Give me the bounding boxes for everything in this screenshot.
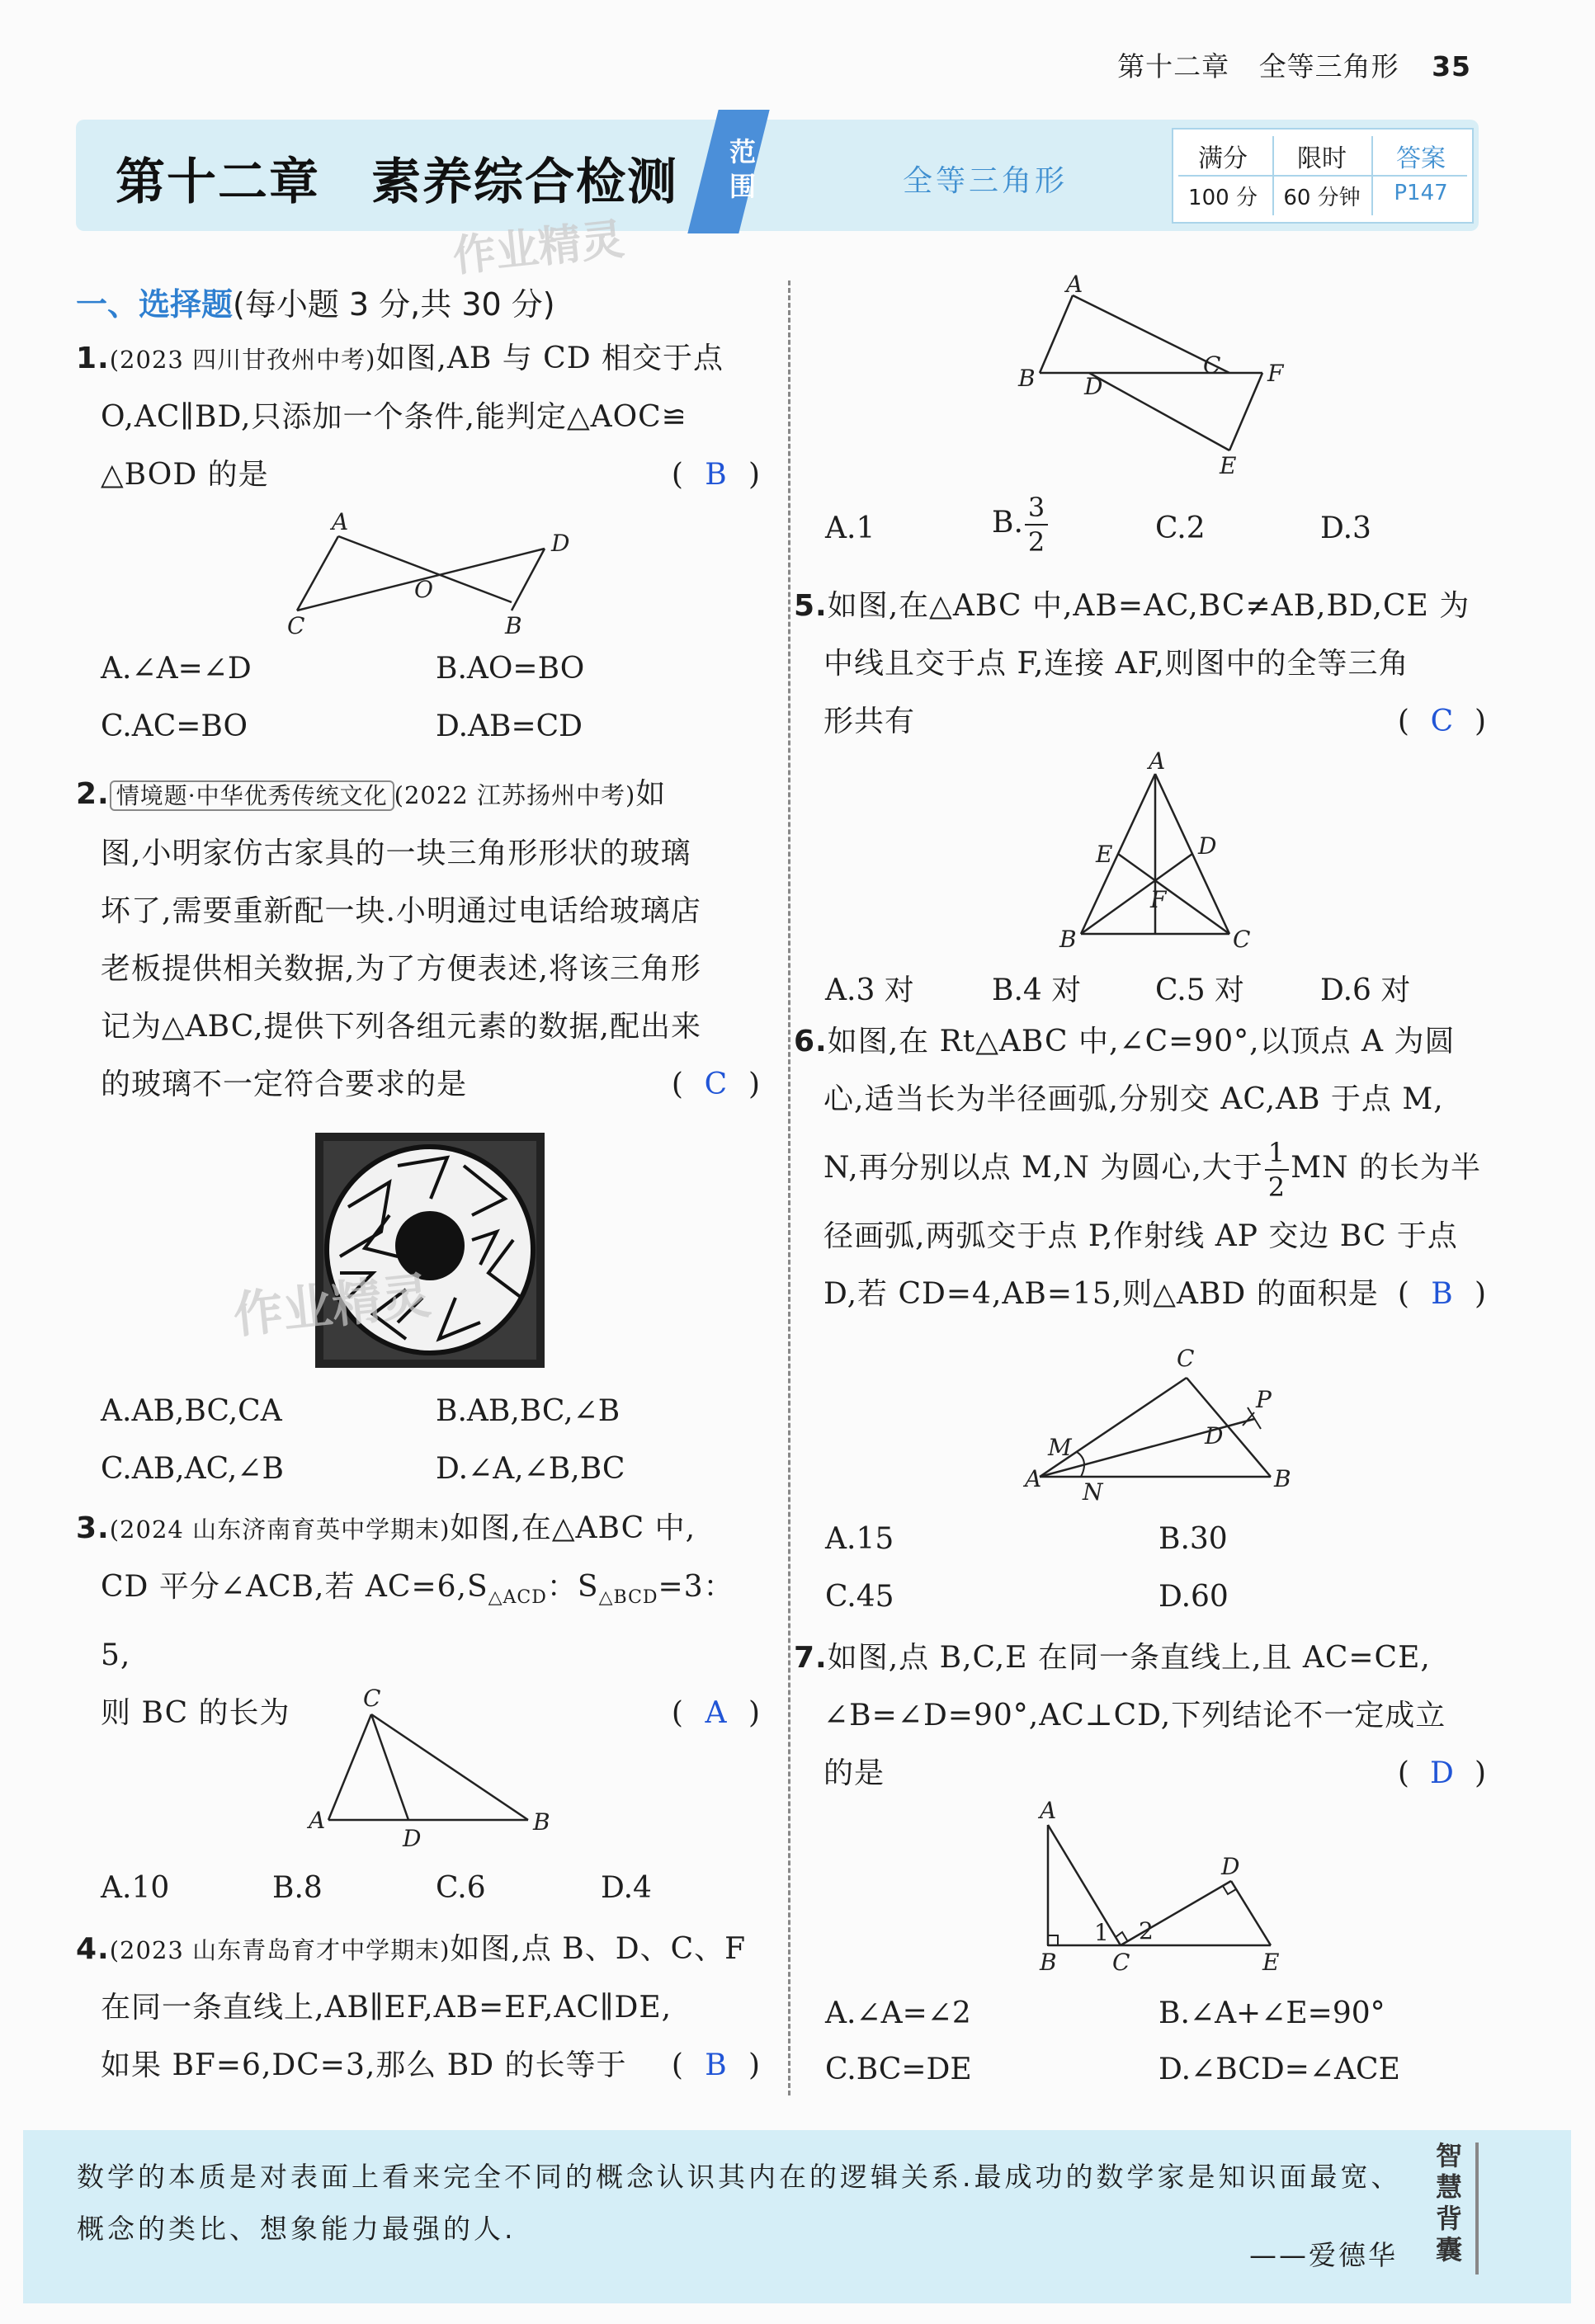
question-4 bbox=[76, 1921, 761, 2095]
q6-option-d[interactable]: D.60 bbox=[1158, 1580, 1229, 1614]
q1-source: (2023 四川甘孜州中考) bbox=[109, 346, 376, 374]
q6-text-5: D,若 CD=4,AB=15,则△ABD 的面积是 bbox=[823, 1277, 1379, 1311]
q3-option-a[interactable]: A.10 bbox=[101, 1871, 170, 1905]
q3-sub-bcd: △BCD bbox=[598, 1587, 658, 1609]
q5-option-c[interactable]: C.5 对 bbox=[1155, 973, 1245, 1007]
q5-option-d[interactable]: D.6 对 bbox=[1320, 973, 1411, 1007]
q4-frac-num: 3 bbox=[1025, 491, 1048, 526]
q7-label-A: A bbox=[1040, 1798, 1057, 1824]
question-1 bbox=[76, 330, 761, 504]
q7-label-angle2: 2 bbox=[1139, 1917, 1154, 1945]
q4-option-b-fraction bbox=[1025, 491, 1048, 559]
q7-option-d[interactable]: D.∠BCD=∠ACE bbox=[1158, 2053, 1400, 2086]
column-divider bbox=[788, 280, 790, 2095]
q3-label-C: C bbox=[363, 1685, 381, 1712]
q2-answer: ( C ) bbox=[672, 1056, 761, 1114]
q5-text-2: 中线且交于点 F,连接 AF,则图中的全等三角 bbox=[823, 647, 1409, 681]
q5-label-B: B bbox=[1059, 926, 1077, 953]
q6-answer-letter: B bbox=[1431, 1277, 1454, 1311]
q4-option-a[interactable]: A.1 bbox=[825, 511, 875, 545]
q4-label-A: A bbox=[1066, 272, 1083, 298]
q4-text-2: 在同一条直线上,AB∥EF,AB=EF,AC∥DE, bbox=[101, 1991, 672, 2025]
info-divider-h bbox=[1178, 175, 1467, 177]
q1-option-b[interactable]: B.AO=BO bbox=[436, 652, 585, 686]
q6-text-4: 径画弧,两弧交于点 P,作射线 AP 交边 BC 于点 bbox=[823, 1219, 1458, 1253]
watermark-top: 作业精灵 bbox=[451, 214, 627, 282]
q7-option-a[interactable]: A.∠A=∠2 bbox=[825, 1996, 971, 2030]
q6-label-C: C bbox=[1177, 1345, 1195, 1372]
q7-label-D: D bbox=[1221, 1853, 1240, 1880]
q1-label-C: C bbox=[287, 612, 305, 639]
q4-source: (2023 山东青岛育才中学期末) bbox=[109, 1936, 451, 1964]
q7-label-angle1: 1 bbox=[1094, 1919, 1109, 1946]
q1-option-a[interactable]: A.∠A=∠D bbox=[101, 652, 252, 686]
q3-ratio-end: =3：5, bbox=[101, 1570, 734, 1673]
q2-text-5: 的玻璃不一定符合要求的是 bbox=[101, 1068, 468, 1101]
footer-author: ——爱德华 bbox=[1249, 2239, 1398, 2271]
chapter-label: 第十二章 bbox=[1117, 50, 1230, 82]
q2-source: (2022 江苏扬州中考) bbox=[394, 781, 636, 809]
q5-text-3: 形共有 bbox=[823, 705, 916, 738]
score-label: 满分 bbox=[1198, 144, 1248, 173]
q2-option-a[interactable]: A.AB,BC,CA bbox=[101, 1394, 282, 1428]
q7-text-2: ∠B=∠D=90°,AC⊥CD,下列结论不一定成立 bbox=[823, 1699, 1446, 1732]
topic-label: 全等三角形 bbox=[1258, 50, 1399, 82]
q4-label-E: E bbox=[1220, 452, 1237, 478]
q6-label-A: A bbox=[1025, 1465, 1042, 1492]
score-value: 100 分 bbox=[1188, 186, 1258, 210]
q4-label-F: F bbox=[1267, 360, 1284, 387]
question-2 bbox=[76, 766, 761, 1114]
footer-side-bar bbox=[1475, 2143, 1479, 2275]
q7-option-c[interactable]: C.BC=DE bbox=[825, 2053, 972, 2086]
q3-label-D: D bbox=[403, 1825, 422, 1852]
q3-option-d[interactable]: D.4 bbox=[601, 1871, 652, 1905]
q6-text-1: 如图,在 Rt△ABC 中,∠C=90°,以顶点 A 为圆 bbox=[827, 1025, 1456, 1058]
q3-text-1: 如图,在△ABC 中, bbox=[450, 1511, 696, 1545]
q6-frac-num: 1 bbox=[1265, 1136, 1289, 1171]
q7-answer-letter: D bbox=[1430, 1756, 1455, 1790]
q4-figure bbox=[1007, 272, 1304, 478]
q2-number: 2. bbox=[76, 777, 110, 811]
q7-label-B: B bbox=[1040, 1949, 1057, 1976]
q3-answer-letter: A bbox=[705, 1696, 728, 1731]
scope-label: 范围 bbox=[729, 136, 757, 202]
q3-figure bbox=[297, 1681, 578, 1855]
q3-answer: ( A ) bbox=[672, 1685, 761, 1742]
q1-answer-letter: B bbox=[705, 458, 728, 492]
q3-label-B: B bbox=[533, 1808, 550, 1836]
q3-text-3: 则 BC 的长为 bbox=[101, 1696, 290, 1731]
q1-option-d[interactable]: D.AB=CD bbox=[436, 709, 583, 743]
answer-page-link[interactable]: P147 bbox=[1394, 181, 1448, 205]
running-header bbox=[1117, 45, 1471, 84]
q4-option-b[interactable] bbox=[992, 491, 1050, 559]
q4-frac-den: 2 bbox=[1027, 526, 1045, 558]
watermark-middle: 作业精灵 bbox=[230, 1266, 434, 1346]
q5-answer: ( C ) bbox=[1398, 693, 1487, 751]
q1-answer: ( B ) bbox=[672, 446, 761, 504]
q5-label-E: E bbox=[1096, 841, 1113, 868]
q7-number: 7. bbox=[794, 1641, 828, 1675]
q3-number: 3. bbox=[76, 1511, 110, 1545]
q4-label-D: D bbox=[1084, 373, 1103, 400]
q4-answer: ( B ) bbox=[672, 2037, 761, 2095]
q5-label-C: C bbox=[1233, 926, 1251, 953]
q2-text-0: 如 bbox=[635, 777, 667, 811]
q5-label-D: D bbox=[1198, 832, 1217, 860]
q1-label-O: O bbox=[414, 576, 433, 603]
q2-option-c[interactable]: C.AB,AC,∠B bbox=[101, 1452, 284, 1486]
q5-option-a[interactable]: A.3 对 bbox=[825, 973, 914, 1007]
title-banner bbox=[76, 120, 1479, 231]
q2-text-4: 记为△ABC,提供下列各组元素的数据,配出来 bbox=[101, 1010, 701, 1044]
q7-figure bbox=[1015, 1798, 1312, 1988]
q2-text-1: 图,小明家仿古家具的一块三角形形状的玻璃 bbox=[101, 837, 691, 870]
q6-frac-den: 2 bbox=[1267, 1171, 1286, 1203]
q5-label-F: F bbox=[1150, 886, 1167, 913]
q4-answer-letter: B bbox=[705, 2048, 728, 2082]
q2-option-d[interactable]: D.∠A,∠B,BC bbox=[436, 1452, 625, 1486]
q1-label-B: B bbox=[505, 612, 522, 639]
q4-text-1: 如图,点 B、D、C、F bbox=[450, 1932, 747, 1966]
section-heading bbox=[76, 279, 555, 324]
q5-answer-letter: C bbox=[1430, 705, 1455, 738]
q4-option-c[interactable]: C.2 bbox=[1155, 511, 1206, 545]
section-title: 一、选择题 bbox=[76, 286, 234, 323]
q6-fraction bbox=[1265, 1136, 1289, 1204]
exam-info-box bbox=[1172, 128, 1474, 224]
q3-option-b[interactable]: B.8 bbox=[272, 1871, 323, 1905]
section-note: (每小题 3 分,共 30 分) bbox=[233, 286, 555, 323]
q4-text-3: 如果 BF=6,DC=3,那么 BD 的长等于 bbox=[101, 2048, 627, 2082]
q2-text-3: 老板提供相关数据,为了方便表述,将该三角形 bbox=[101, 952, 701, 986]
q5-option-b[interactable]: B.4 对 bbox=[992, 973, 1082, 1007]
footer-side-label: 智慧背囊 bbox=[1436, 2140, 1463, 2265]
q1-figure bbox=[272, 511, 586, 643]
q4-number: 4. bbox=[76, 1932, 110, 1966]
q6-text-2: 心,适当长为半径画弧,分别交 AC,AB 于点 M, bbox=[823, 1082, 1444, 1116]
page-number: 35 bbox=[1432, 50, 1471, 82]
question-6 bbox=[794, 1013, 1487, 1323]
q5-number: 5. bbox=[794, 589, 828, 623]
q5-text-1: 如图,在△ABC 中,AB=AC,BC≠AB,BD,CE 为 bbox=[827, 589, 1470, 623]
q1-number: 1. bbox=[76, 342, 110, 375]
q4-option-b-label: B. bbox=[992, 506, 1023, 540]
q3-sub-acd: △ACD bbox=[488, 1587, 547, 1609]
page-title: 第十二章 素养综合检测 bbox=[116, 153, 678, 211]
q6-label-B: B bbox=[1274, 1465, 1291, 1492]
q6-figure bbox=[1015, 1336, 1312, 1510]
q6-text-3a: N,再分别以点 M,N 为圆心,大于 bbox=[823, 1151, 1263, 1185]
q4-label-B: B bbox=[1018, 365, 1036, 392]
q6-label-D: D bbox=[1205, 1422, 1224, 1450]
q3-text-2: CD 平分∠ACB,若 AC=6,S bbox=[101, 1570, 488, 1604]
q7-text-1: 如图,点 B,C,E 在同一条直线上,且 AC=CE, bbox=[827, 1641, 1431, 1675]
q3-label-A: A bbox=[309, 1807, 326, 1834]
q3-ratio-sep: ：S bbox=[546, 1570, 599, 1604]
q6-label-N: N bbox=[1083, 1478, 1103, 1506]
question-7 bbox=[794, 1629, 1487, 1803]
q1-text-2: O,AC∥BD,只添加一个条件,能判定△AOC≌ bbox=[101, 400, 687, 434]
q6-option-a[interactable]: A.15 bbox=[825, 1522, 894, 1556]
footer-quote: 数学的本质是对表面上看来完全不同的概念认识其内在的逻辑关系.最成功的数学家是知识面最宽、概念的类比、想象能力最强的人. bbox=[77, 2161, 1402, 2245]
q2-text-2: 坏了,需要重新配一块.小明通过电话给玻璃店 bbox=[101, 894, 701, 928]
q6-text-3b: MN 的长为半 bbox=[1291, 1151, 1481, 1185]
answer-label[interactable]: 答案 bbox=[1396, 144, 1446, 173]
q7-option-b[interactable]: B.∠A+∠E=90° bbox=[1158, 1996, 1385, 2030]
q7-text-3: 的是 bbox=[823, 1756, 885, 1790]
q2-context-tag: 情境题·中华优秀传统文化 bbox=[110, 780, 394, 811]
q1-label-D: D bbox=[551, 530, 570, 557]
scope-value: 全等三角形 bbox=[903, 164, 1069, 198]
time-value: 60 分钟 bbox=[1283, 186, 1361, 210]
q5-figure bbox=[1048, 751, 1271, 957]
q1-text-1: 如图,AB 与 CD 相交于点 bbox=[375, 342, 724, 375]
q6-label-P: P bbox=[1256, 1386, 1272, 1413]
question-5 bbox=[794, 577, 1487, 751]
q4-label-C: C bbox=[1203, 351, 1221, 379]
q2-answer-letter: C bbox=[704, 1068, 729, 1101]
wisdom-footer bbox=[23, 2130, 1571, 2303]
q7-label-C: C bbox=[1112, 1949, 1130, 1976]
q6-label-M: M bbox=[1048, 1434, 1072, 1461]
q7-answer: ( D ) bbox=[1398, 1745, 1487, 1803]
q3-source: (2024 山东济南育英中学期末) bbox=[109, 1516, 451, 1544]
q2-option-b[interactable]: B.AB,BC,∠B bbox=[436, 1394, 621, 1428]
time-label: 限时 bbox=[1297, 144, 1347, 173]
q1-option-c[interactable]: C.AC=BO bbox=[101, 709, 248, 743]
q6-answer: ( B ) bbox=[1398, 1266, 1487, 1323]
q6-number: 6. bbox=[794, 1025, 828, 1058]
q6-option-c[interactable]: C.45 bbox=[825, 1580, 894, 1614]
q5-label-A: A bbox=[1149, 751, 1166, 775]
q3-option-c[interactable]: C.6 bbox=[436, 1871, 486, 1905]
q1-text-3: △BOD 的是 bbox=[101, 458, 269, 492]
q1-label-A: A bbox=[332, 511, 349, 535]
q6-option-b[interactable]: B.30 bbox=[1158, 1522, 1228, 1556]
q4-option-d[interactable]: D.3 bbox=[1320, 511, 1371, 545]
q7-label-E: E bbox=[1262, 1949, 1280, 1976]
